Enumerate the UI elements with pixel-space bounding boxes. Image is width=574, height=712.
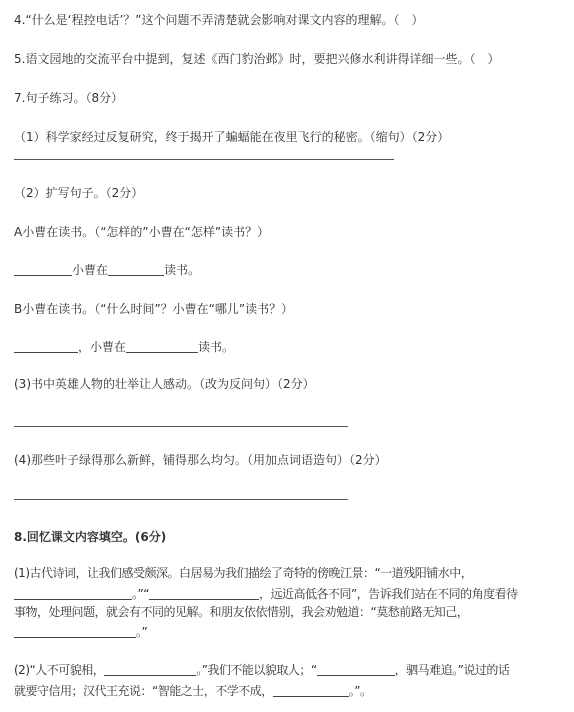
blank[interactable] [126, 340, 198, 353]
answer-line[interactable] [14, 159, 394, 160]
question-8-2-line1 [14, 662, 509, 678]
fill-text: 读书。 [198, 340, 235, 354]
blank[interactable] [14, 625, 136, 638]
question-8-2-line2 [14, 683, 371, 699]
fill-line-7-2b [14, 339, 234, 355]
question-7-2a: A小曹在读书。（“怎样的”小曹在“怎样”读书？） [14, 225, 270, 239]
fill-text: 。”。 [348, 684, 372, 698]
question-4: 4.“什么是‘程控电话’？”这个问题不弄清楚就会影响对课文内容的理解。（ ） [14, 13, 424, 27]
fill-text: 。”我们不能以貌取人；“ [196, 663, 317, 677]
question-7-3: (3)书中英雄人物的壮举让人感动。（改为反问句）（2分） [14, 377, 315, 391]
question-8-1-line2 [14, 586, 518, 602]
fill-text: 就要守信用；汉代王充说：“智能之士，不学不成， [14, 684, 273, 698]
question-8-1-line4 [14, 624, 147, 640]
question-5: 5.语文园地的交流平台中提到，复述《西门豹治邺》时，要把兴修水利讲得详细一些。（ ） [14, 52, 500, 66]
blank[interactable] [317, 663, 395, 676]
blank[interactable] [14, 587, 132, 600]
fill-text: 读书。 [164, 263, 201, 277]
question-8-1-line3: 事物，处理问题，就会有不同的见解。和朋友依依惜别，我会劝勉道：“莫愁前路无知己， [14, 605, 469, 619]
question-7-4: (4)那些叶子绿得那么新鲜，铺得那么均匀。（用加点词语造句）（2分） [14, 453, 387, 467]
fill-text: 。”“ [132, 587, 149, 601]
question-7-2b: B小曹在读书。（“什么时间”？小曹在“哪儿”读书？） [14, 302, 294, 316]
question-7-title: 7.句子练习。（8分） [14, 91, 124, 105]
fill-text: ，小曹在 [78, 340, 127, 354]
blank[interactable] [104, 663, 196, 676]
fill-line-7-2a [14, 262, 200, 278]
fill-text: ，远近高低各不同”，告诉我们站在不同的角度看待 [258, 587, 518, 601]
answer-line[interactable] [14, 499, 348, 500]
question-8-1-line1: (1)古代诗词，让我们感受颇深。白居易为我们描绘了奇特的傍晚江景：“一道残阳铺水中， [14, 566, 473, 580]
fill-text: (2)“人不可貌相， [14, 663, 105, 677]
question-7-1: （1）科学家经过反复研究，终于揭开了蝙蝠能在夜里飞行的秘密。（缩句）（2分） [14, 130, 450, 144]
blank[interactable] [14, 340, 78, 353]
blank[interactable] [108, 263, 164, 276]
blank[interactable] [273, 684, 349, 697]
question-7-2: （2）扩写句子。（2分） [14, 186, 144, 200]
answer-line[interactable] [14, 426, 348, 427]
fill-text: 小曹在 [72, 263, 109, 277]
question-8-title: 8.回忆课文内容填空。(6分) [14, 530, 167, 544]
blank[interactable] [14, 263, 72, 276]
blank[interactable] [149, 587, 259, 600]
fill-text: ，驷马难追。”说过的话 [394, 663, 510, 677]
fill-text: 。” [136, 625, 148, 639]
